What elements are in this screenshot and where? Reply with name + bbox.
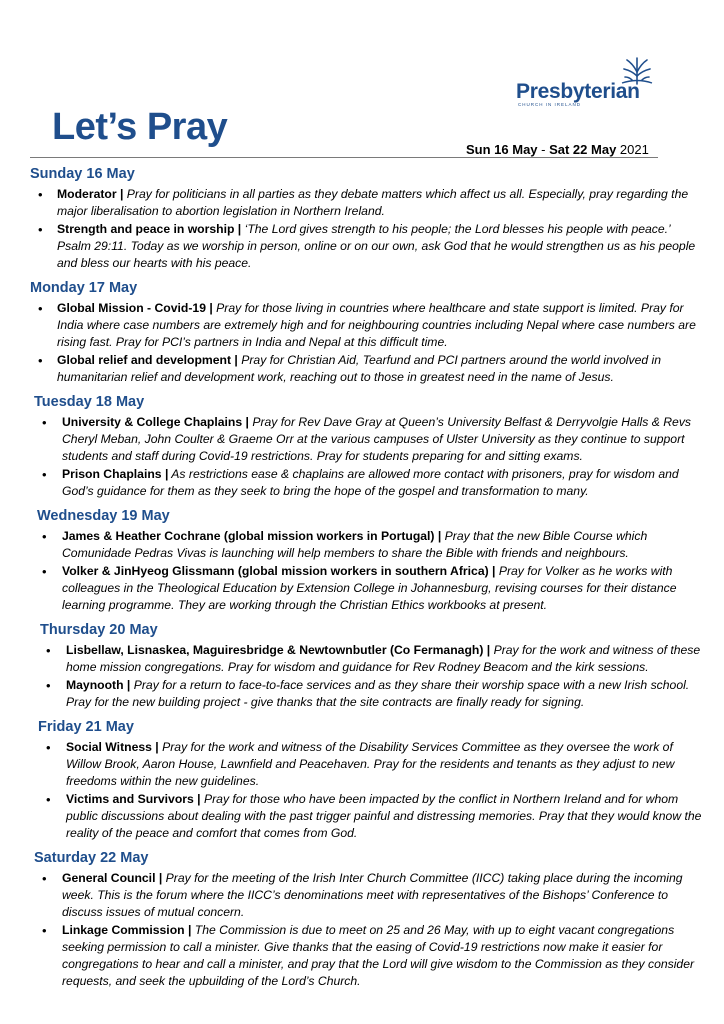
day-heading: Wednesday 19 May xyxy=(37,508,170,524)
logo-wordmark: Presbyterian xyxy=(516,80,640,103)
prayer-item xyxy=(30,414,706,465)
day-heading: Thursday 20 May xyxy=(40,622,158,638)
prayer-item-title: Volker & JinHyeog Glissmann (global mission workers in southern Africa) | xyxy=(62,564,496,578)
prayer-item-text: Pray for those living in countries where healthcare and state support is limited. Pray for India where case numbers are extremely high and for neighbouring countries including Nepal where case numbers are rising fast. Pray for PCI’s partners in India and Nepal at this difficult time. xyxy=(57,301,696,349)
day-heading: Friday 21 May xyxy=(38,719,134,735)
presbyterian-logo xyxy=(516,54,656,107)
prayer-item-title: University & College Chaplains | xyxy=(62,415,249,429)
day-heading: Saturday 22 May xyxy=(34,850,149,866)
prayer-item xyxy=(30,642,706,676)
day-wednesday xyxy=(30,506,706,614)
date-separator: - xyxy=(537,142,550,157)
prayer-item-title: General Council | xyxy=(62,871,163,885)
header-divider xyxy=(30,157,658,158)
day-friday xyxy=(30,717,706,842)
prayer-item-title: Prison Chaplains | xyxy=(62,467,169,481)
date-range xyxy=(466,142,649,157)
prayer-list xyxy=(30,164,706,996)
prayer-item-text: Pray for a return to face-to-face services and as they share their worship space with a new Irish school. Pray for the new building project - give thanks that the site contracts are finally ready for signing. xyxy=(66,678,690,709)
prayer-item xyxy=(30,563,706,614)
prayer-item-text: Pray for the work and witness of these home mission congregations. Pray for wisdom and guidance for Rev Rodney Beacom and the kirk sessions. xyxy=(66,643,701,674)
prayer-item-text: Pray for the meeting of the Irish Inter Church Committee (IICC) taking place during the incoming week. This is the forum where the IICC’s denominations meet with representatives of the Bishops’ Conference to discuss issues of mutual concern. xyxy=(62,871,683,919)
day-sunday xyxy=(30,164,706,272)
prayer-item-text: Pray for those who have been impacted by the conflict in Northern Ireland and for whom public discussions about dealing with the past trigger painful and distressing memories. Pray that they would know the reality of the peace and comfort that comes from God. xyxy=(66,792,702,840)
prayer-item-text: Pray for Rev Dave Gray at Queen’s University Belfast & Derryvolgie Halls & Revs Cheryl Meban, John Coulter & Graeme Orr at the various campuses of Ulster University as they continue to support students and staff during Covid-19 restrictions. Pray for students preparing for and sitting exams. xyxy=(62,415,692,463)
prayer-item xyxy=(30,922,706,990)
prayer-item-text: The Commission is due to meet on 25 and 26 May, with up to eight vacant congregations seeking permission to call a minister. Give thanks that the easing of Covid-19 restrictions now make it easier for congregations to hear and call a minister, and pray that the Lord will give wisdom to the Commission as they consider requests, and seek the upbuilding of the Lord’s Church. xyxy=(62,923,695,988)
prayer-item-text: Pray for Volker as he works with colleagues in the Theological Education by Extension College in Johannesburg, revising courses for their distance learning programme. They are working through the Christian Ethics workbooks at present. xyxy=(62,564,677,612)
prayer-item-text: Pray for Christian Aid, Tearfund and PCI partners around the world involved in humanitarian relief and development work, reaching out to those in greatest need in the name of Jesus. xyxy=(57,353,662,384)
prayer-item-title: Social Witness | xyxy=(66,740,159,754)
day-tuesday xyxy=(30,392,706,500)
logo-subtitle: CHURCH IN IRELAND xyxy=(518,102,582,107)
prayer-item-text: ‘The Lord gives strength to his people; the Lord blesses his people with peace.’ Psalm 29:11. Today as we worship in person, online or on our own, ask God that he would strengthen us as his people and bless our hearts with his peace. xyxy=(57,222,696,270)
prayer-item xyxy=(30,791,706,842)
prayer-item-title: Strength and peace in worship | xyxy=(57,222,242,236)
prayer-item xyxy=(30,186,706,220)
date-year: 2021 xyxy=(616,142,649,157)
prayer-item-text: Pray that the new Bible Course which Comunidade Pedras Vivas is launching will help members to share the Bible with friends and neighbours. xyxy=(62,529,648,560)
page-title: Let’s Pray xyxy=(52,106,228,148)
prayer-item xyxy=(30,466,706,500)
date-end: Sat 22 May xyxy=(549,142,617,157)
day-thursday xyxy=(30,620,706,711)
prayer-item xyxy=(30,221,706,272)
prayer-item xyxy=(30,352,706,386)
day-heading: Monday 17 May xyxy=(30,280,138,296)
day-monday xyxy=(30,278,706,386)
prayer-item-text: Pray for politicians in all parties as they debate matters which affect us all. Especially, pray regarding the major liberalisation to abortion legislation in Northern Ireland. xyxy=(57,187,689,218)
prayer-item-title: Lisbellaw, Lisnaskea, Maguiresbridge & Newtownbutler (Co Fermanagh) | xyxy=(66,643,491,657)
prayer-item-title: Linkage Commission | xyxy=(62,923,192,937)
prayer-item-title: Global Mission - Covid-19 | xyxy=(57,301,213,315)
prayer-item xyxy=(30,870,706,921)
prayer-item-title: Victims and Survivors | xyxy=(66,792,201,806)
prayer-item xyxy=(30,300,706,351)
day-heading: Sunday 16 May xyxy=(30,166,135,182)
prayer-item-title: James & Heather Cochrane (global mission workers in Portugal) | xyxy=(62,529,442,543)
prayer-item-title: Moderator | xyxy=(57,187,124,201)
prayer-item-title: Global relief and development | xyxy=(57,353,238,367)
prayer-item xyxy=(30,739,706,790)
day-heading: Tuesday 18 May xyxy=(34,394,145,410)
prayer-item xyxy=(30,677,706,711)
day-saturday xyxy=(30,848,706,990)
prayer-item xyxy=(30,528,706,562)
prayer-item-text: As restrictions ease & chaplains are allowed more contact with prisoners, pray for wisdom and God’s guidance for them as they seek to bring the hope of the gospel and transformation to many. xyxy=(62,467,679,498)
prayer-item-text: Pray for the work and witness of the Disability Services Committee as they oversee the work of Willow Brook, Aaron House, Lawnfield and Peacehaven. Pray for the residents and tenants as they adjust to new freedoms within the new guidelines. xyxy=(66,740,675,788)
date-start: Sun 16 May xyxy=(466,142,538,157)
prayer-item-title: Maynooth | xyxy=(66,678,131,692)
